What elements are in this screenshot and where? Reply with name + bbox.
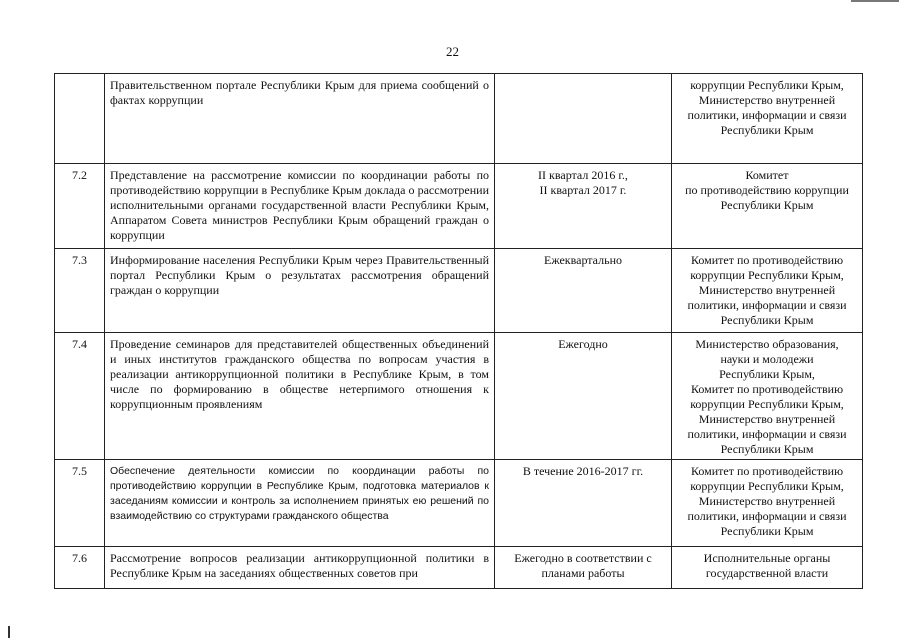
measure-text: Информирование населения Республики Крым через Правительственный портал Республики Крым о результатах рассмотрения обращений граждан о коррупции (105, 249, 495, 333)
executor-cell (672, 460, 863, 547)
executor-text: Комитет по противодействию коррупции Республики Крым (685, 168, 849, 212)
table-row (55, 164, 863, 249)
deadline-text: Ежегодно (558, 337, 608, 351)
deadline-cell (495, 460, 672, 547)
scan-margin-mark (8, 626, 10, 638)
deadline-text: Ежеквартально (544, 253, 622, 267)
scan-top-mark (851, 0, 899, 2)
measure-text: Обеспечение деятельности комиссии по координации работы по противодействию коррупции в Республике Крым, подготовка материалов к заседаниям комиссии и контроль за исполнением принятых ею решений по взаимодействию со структурами гражданского общества (105, 460, 495, 547)
page-number: 22 (446, 44, 459, 59)
executor-text: Комитет по противодействию коррупции Республики Крым, Министерство внутренней политики, информации и связи Республики Крым (687, 253, 847, 327)
table-row (55, 74, 863, 164)
deadline-cell (495, 333, 672, 460)
table-row (55, 333, 863, 460)
deadline-cell (495, 249, 672, 333)
row-number (55, 74, 105, 164)
executor-text: Министерство образования, науки и молодежи Республики Крым, Комитет по противодействию коррупции Республики Крым, Министерство внутренней политики, информации и связи Республики Крым (687, 337, 847, 456)
executor-cell (672, 249, 863, 333)
executor-text: Комитет по противодействию коррупции Республики Крым, Министерство внутренней политики, информации и связи Республики Крым (687, 464, 847, 538)
deadline-cell (495, 74, 672, 164)
deadline-text: Ежегодно в соответствии с планами работы (514, 551, 652, 580)
measures-table (54, 73, 863, 589)
row-number: 7.2 (55, 164, 105, 249)
measure-text: Правительственном портале Республики Крым для приема сообщений о фактах коррупции (105, 74, 495, 164)
row-number: 7.4 (55, 333, 105, 460)
row-number: 7.3 (55, 249, 105, 333)
deadline-text: В течение 2016-2017 гг. (522, 464, 644, 478)
table-row (55, 249, 863, 333)
executor-cell (672, 164, 863, 249)
executor-text: коррупции Республики Крым, Министерство внутренней политики, информации и связи Республики Крым (687, 78, 847, 137)
executor-cell (672, 333, 863, 460)
table-row (55, 547, 863, 589)
deadline-cell (495, 164, 672, 249)
table-row (55, 460, 863, 547)
executor-text: Исполнительные органы государственной власти (703, 551, 831, 580)
row-number: 7.5 (55, 460, 105, 547)
row-number: 7.6 (55, 547, 105, 589)
measure-text: Рассмотрение вопросов реализации антикоррупционной политики в Республике Крым на заседаниях общественных советов при (105, 547, 495, 589)
deadline-text: II квартал 2016 г., II квартал 2017 г. (538, 168, 628, 197)
deadline-cell (495, 547, 672, 589)
measure-text: Проведение семинаров для представителей общественных объединений и иных институтов гражданского общества по вопросам участия в реализации антикоррупционной политики в Республике Крым, в том числе по формированию в обществе нетерпимого отношения к коррупционным проявлениям (105, 333, 495, 460)
executor-cell (672, 547, 863, 589)
measure-text: Представление на рассмотрение комиссии по координации работы по противодействию коррупции в Республике Крым доклада о рассмотрении исполнительными органами государственной власти Республики Крым, Аппаратом Совета министров Республики Крым обращений граждан о коррупции (105, 164, 495, 249)
executor-cell (672, 74, 863, 164)
